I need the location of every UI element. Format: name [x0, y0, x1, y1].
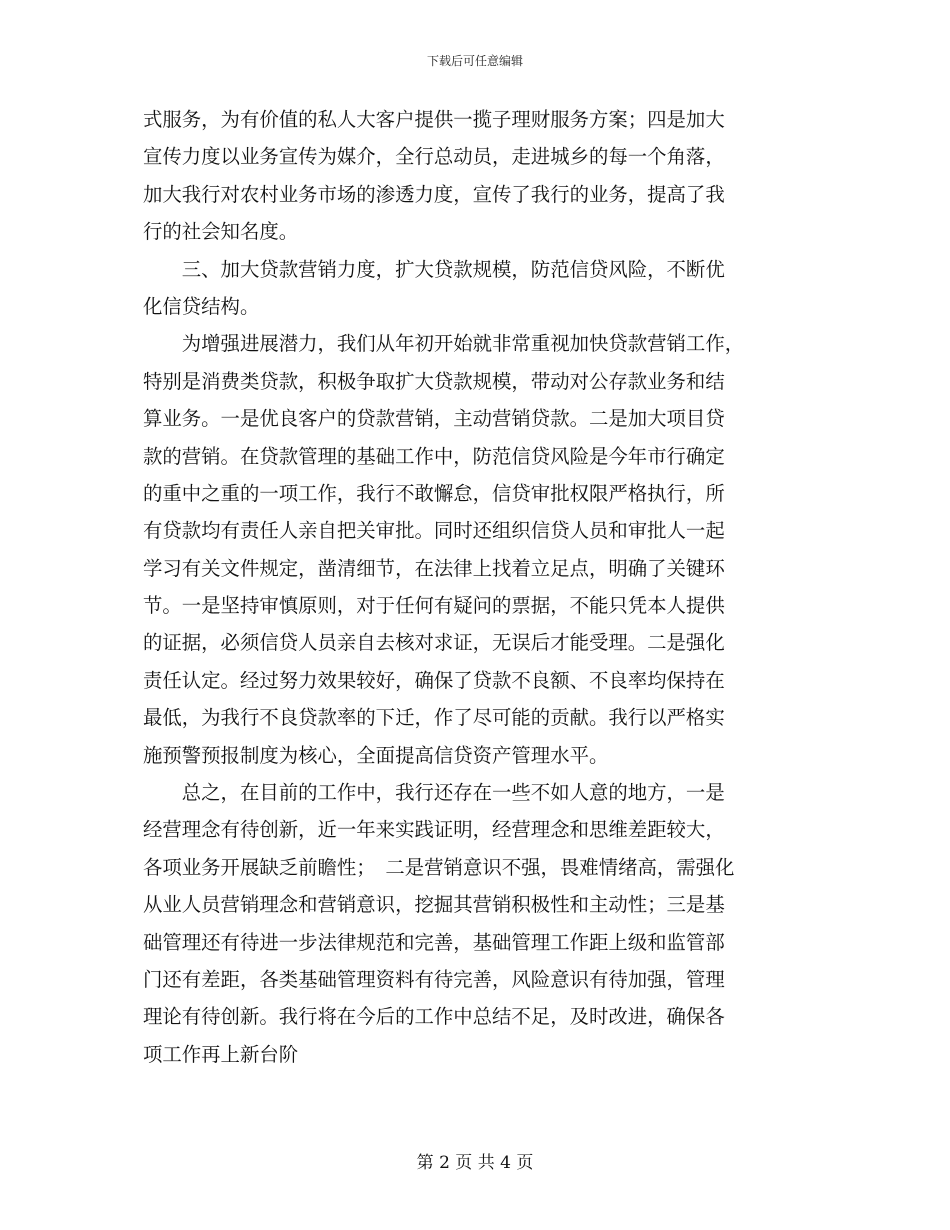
page-number-footer: 第 2 页 共 4 页: [416, 1153, 534, 1173]
text-line: 特别是消费类贷款，积极争取扩大贷款规模，带动对公存款业务和结: [143, 369, 725, 393]
text-line: 的证据，必须信贷人员亲自去核对求证，无误后才能受理。二是强化: [143, 631, 725, 655]
text-line: 式服务，为有价值的私人大客户提供一揽子理财服务方案；四是加大: [143, 108, 725, 131]
text-line: 为增强进展潜力，我们从年初开始就非常重视加快贷款营销工作，: [143, 332, 745, 356]
text-line: 础管理还有待进一步法律规范和完善，基础管理工作距上级和监管部: [143, 930, 725, 954]
text-line: 各项业务开展缺乏前瞻性； 二是营销意识不强，畏难情绪高，需强化: [143, 855, 735, 879]
text-line: 施预警预报制度为核心，全面提高信贷资产管理水平。: [143, 743, 609, 767]
section-heading-line: 三、加大贷款营销力度，扩大贷款规模，防范信贷风险，不断优: [143, 257, 725, 281]
text-line: 总之，在目前的工作中，我行还存在一些不如人意的地方，一是: [143, 781, 725, 805]
text-line: 加大我行对农村业务市场的渗透力度，宣传了我行的业务，提高了我: [143, 182, 725, 206]
text-line: 有贷款均有责任人亲自把关审批。同时还组织信贷人员和审批人一起: [143, 519, 725, 543]
text-line: 经营理念有待创新，近一年来实践证明，经营理念和思维差距较大，: [143, 818, 725, 842]
text-line: 的重中之重的一项工作，我行不敢懈怠，信贷审批权限严格执行，所: [143, 481, 725, 505]
text-line: 宣传力度以业务宣传为媒介，全行总动员，走进城乡的每一个角落，: [143, 145, 725, 169]
section-heading-line: 化信贷结构。: [143, 294, 260, 318]
body-text: [143, 101, 809, 1073]
text-line: 门还有差距，各类基础管理资料有待完善，风险意识有待加强，管理: [143, 967, 725, 991]
text-line: 最低，为我行不良贷款率的下迁，作了尽可能的贡献。我行以严格实: [143, 706, 725, 730]
page-header: 下载后可任意编辑: [426, 54, 523, 68]
text-line: 从业人员营销理念和营销意识，挖掘其营销积极性和主动性；三是基: [143, 893, 725, 917]
text-line: 责任认定。经过努力效果较好，确保了贷款不良额、不良率均保持在: [143, 668, 725, 692]
text-line: 学习有关文件规定，凿清细节，在法律上找着立足点，明确了关键环: [143, 556, 725, 580]
text-line: 款的营销。在贷款管理的基础工作中，防范信贷风险是今年市行确定: [143, 444, 725, 468]
text-line: 理论有待创新。我行将在今后的工作中总结不足，及时改进，确保各: [143, 1005, 725, 1029]
text-line: 项工作再上新台阶: [143, 1042, 299, 1066]
text-line: 节。一是坚持审慎原则，对于任何有疑问的票据，不能只凭本人提供: [143, 594, 725, 618]
text-line: 算业务。一是优良客户的贷款营销，主动营销贷款。二是加大项目贷: [143, 407, 725, 431]
text-line: 行的社会知名度。: [143, 220, 299, 244]
